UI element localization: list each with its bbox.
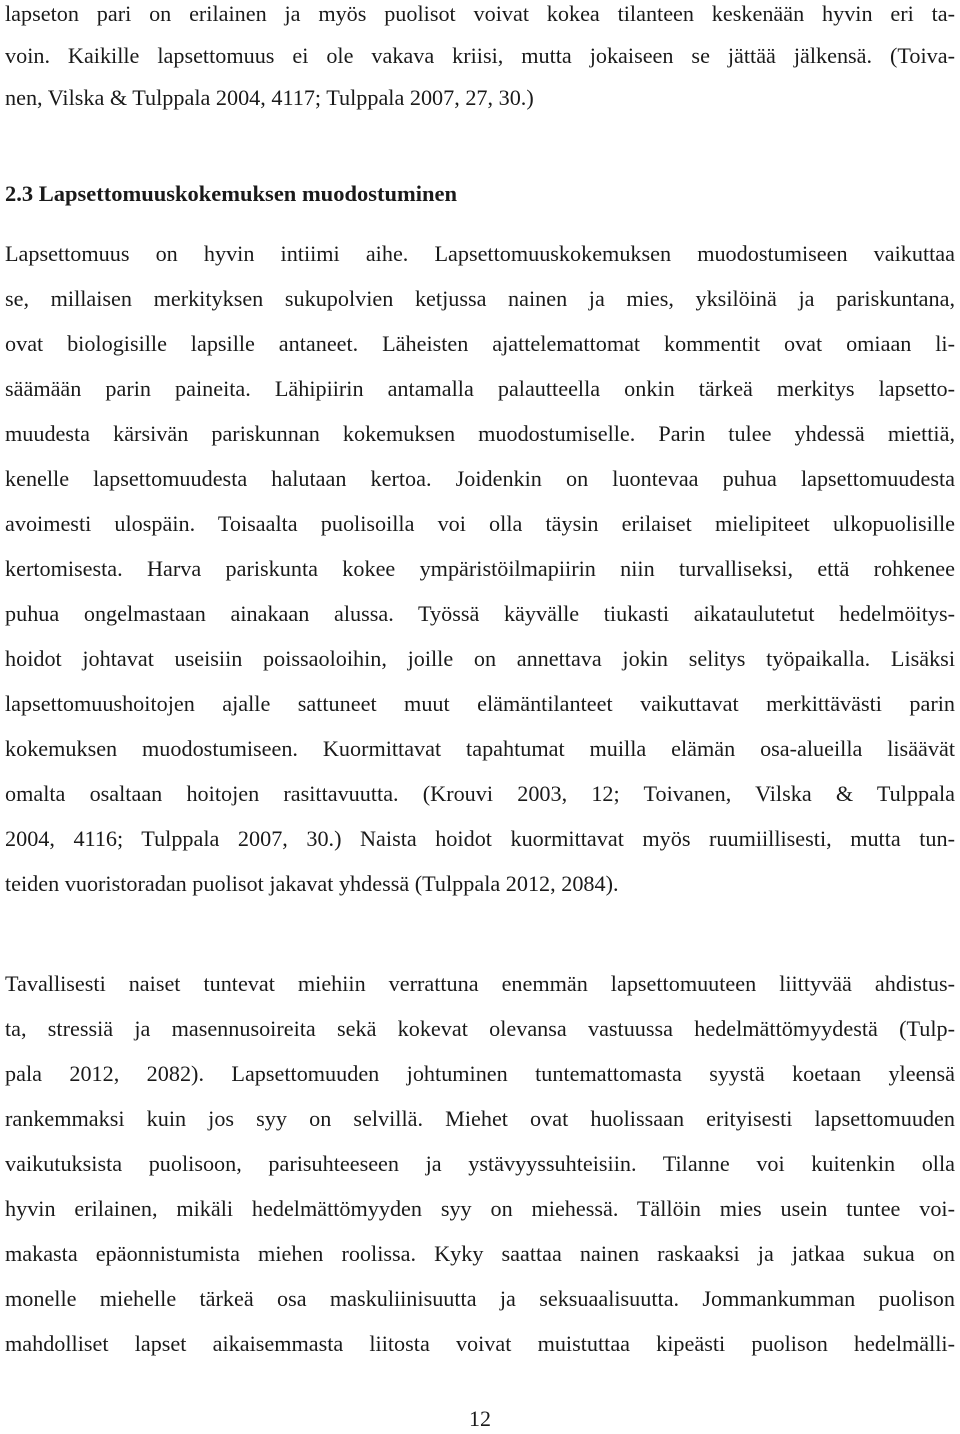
- paragraph-line: makasta epäonnistumista miehen roolissa. Kyky saattaa nainen raskaaksi ja jatkaa sukua on: [5, 1241, 955, 1266]
- paragraph-line: avoimesti ulospäin. Toisaalta puolisoilla voi olla täysin erilaiset mielipiteet ulkopuolisille: [5, 511, 955, 536]
- paragraph-line: Lapsettomuus on hyvin intiimi aihe. Lapsettomuuskokemuksen muodostumiseen vaikuttaa: [5, 241, 955, 266]
- intro-line: lapseton pari on erilainen ja myös puolisot voivat kokea tilanteen keskenään hyvin eri ta-: [5, 1, 955, 26]
- paragraph-line: kenelle lapsettomuudesta halutaan kertoa. Joidenkin on luontevaa puhua lapsettomuudesta: [5, 466, 955, 491]
- paragraph-line: puhua ongelmastaan ainakaan alussa. Työssä käyvälle tiukasti aikataulutetut hedelmöitys-: [5, 601, 955, 626]
- paragraph-line: ta, stressiä ja masennusoireita sekä kokevat olevansa vastuussa hedelmättömyydestä (Tulp-: [5, 1016, 955, 1041]
- intro-line: voin. Kaikille lapsettomuus ei ole vakava kriisi, mutta jokaiseen se jättää jälkensä. (Toiva-: [5, 43, 955, 68]
- paragraph-line: kokemuksen muodostumiseen. Kuormittavat tapahtumat muilla elämän osa-alueilla lisäävät: [5, 736, 955, 761]
- paragraph-line: teiden vuoristoradan puolisot jakavat yhdessä (Tulppala 2012, 2084).: [5, 871, 619, 896]
- paragraph-line: ovat biologisille lapsille antaneet. Läheisten ajattelemattomat kommentit ovat omiaan li-: [5, 331, 955, 356]
- section-heading: 2.3 Lapsettomuuskokemuksen muodostuminen: [5, 181, 457, 206]
- paragraph-line: lapsettomuushoitojen ajalle sattuneet muut elämäntilanteet vaikuttavat merkittävästi parin: [5, 691, 955, 716]
- intro-line: nen, Vilska & Tulppala 2004, 4117; Tulppala 2007, 27, 30.): [5, 85, 534, 110]
- paragraph-line: pala 2012, 2082). Lapsettomuuden johtuminen tuntemattomasta syystä koetaan yleensä: [5, 1061, 955, 1086]
- paragraph-line: mahdolliset lapset aikaisemmasta liitosta voivat muistuttaa kipeästi puolison hedelmälli-: [5, 1331, 955, 1356]
- paragraph-line: omalta osaltaan hoitojen rasittavuutta. (Krouvi 2003, 12; Toivanen, Vilska & Tulppala: [5, 781, 955, 806]
- paragraph-line: se, millaisen merkityksen sukupolvien ketjussa nainen ja mies, yksilöinä ja pariskuntana,: [5, 286, 955, 311]
- paragraph-line: Tavallisesti naiset tuntevat miehiin verrattuna enemmän lapsettomuuteen liittyvää ahdistus-: [5, 971, 955, 996]
- page-number: 12: [469, 1406, 491, 1431]
- paragraph-line: muudesta kärsivän pariskunnan kokemuksen muodostumiselle. Parin tulee yhdessä miettiä,: [5, 421, 955, 446]
- paragraph-line: kertomisesta. Harva pariskunta kokee ympäristöilmapiirin niin turvalliseksi, että rohkenee: [5, 556, 955, 581]
- paragraph-line: vaikutuksista puolisoon, parisuhteeseen ja ystävyyssuhteisiin. Tilanne voi kuitenkin olla: [5, 1151, 955, 1176]
- paragraph-line: 2004, 4116; Tulppala 2007, 30.) Naista hoidot kuormittavat myös ruumiillisesti, mutta tun-: [5, 826, 955, 851]
- paragraph-line: säämään parin paineita. Lähipiirin antamalla palautteella onkin tärkeä merkitys lapsetto-: [5, 376, 955, 401]
- paragraph-line: hoidot johtavat useisiin poissaoloihin, joille on annettava jokin selitys työpaikalla. Lisäksi: [5, 646, 955, 671]
- paragraph-line: monelle miehelle tärkeä osa maskuliinisuutta ja seksuaalisuutta. Jommankumman puolison: [5, 1286, 955, 1311]
- paragraph-line: hyvin erilainen, mikäli hedelmättömyyden syy on miehessä. Tällöin mies usein tuntee voi-: [5, 1196, 955, 1221]
- paragraph-line: rankemmaksi kuin jos syy on selvillä. Miehet ovat huolissaan erityisesti lapsettomuuden: [5, 1106, 955, 1131]
